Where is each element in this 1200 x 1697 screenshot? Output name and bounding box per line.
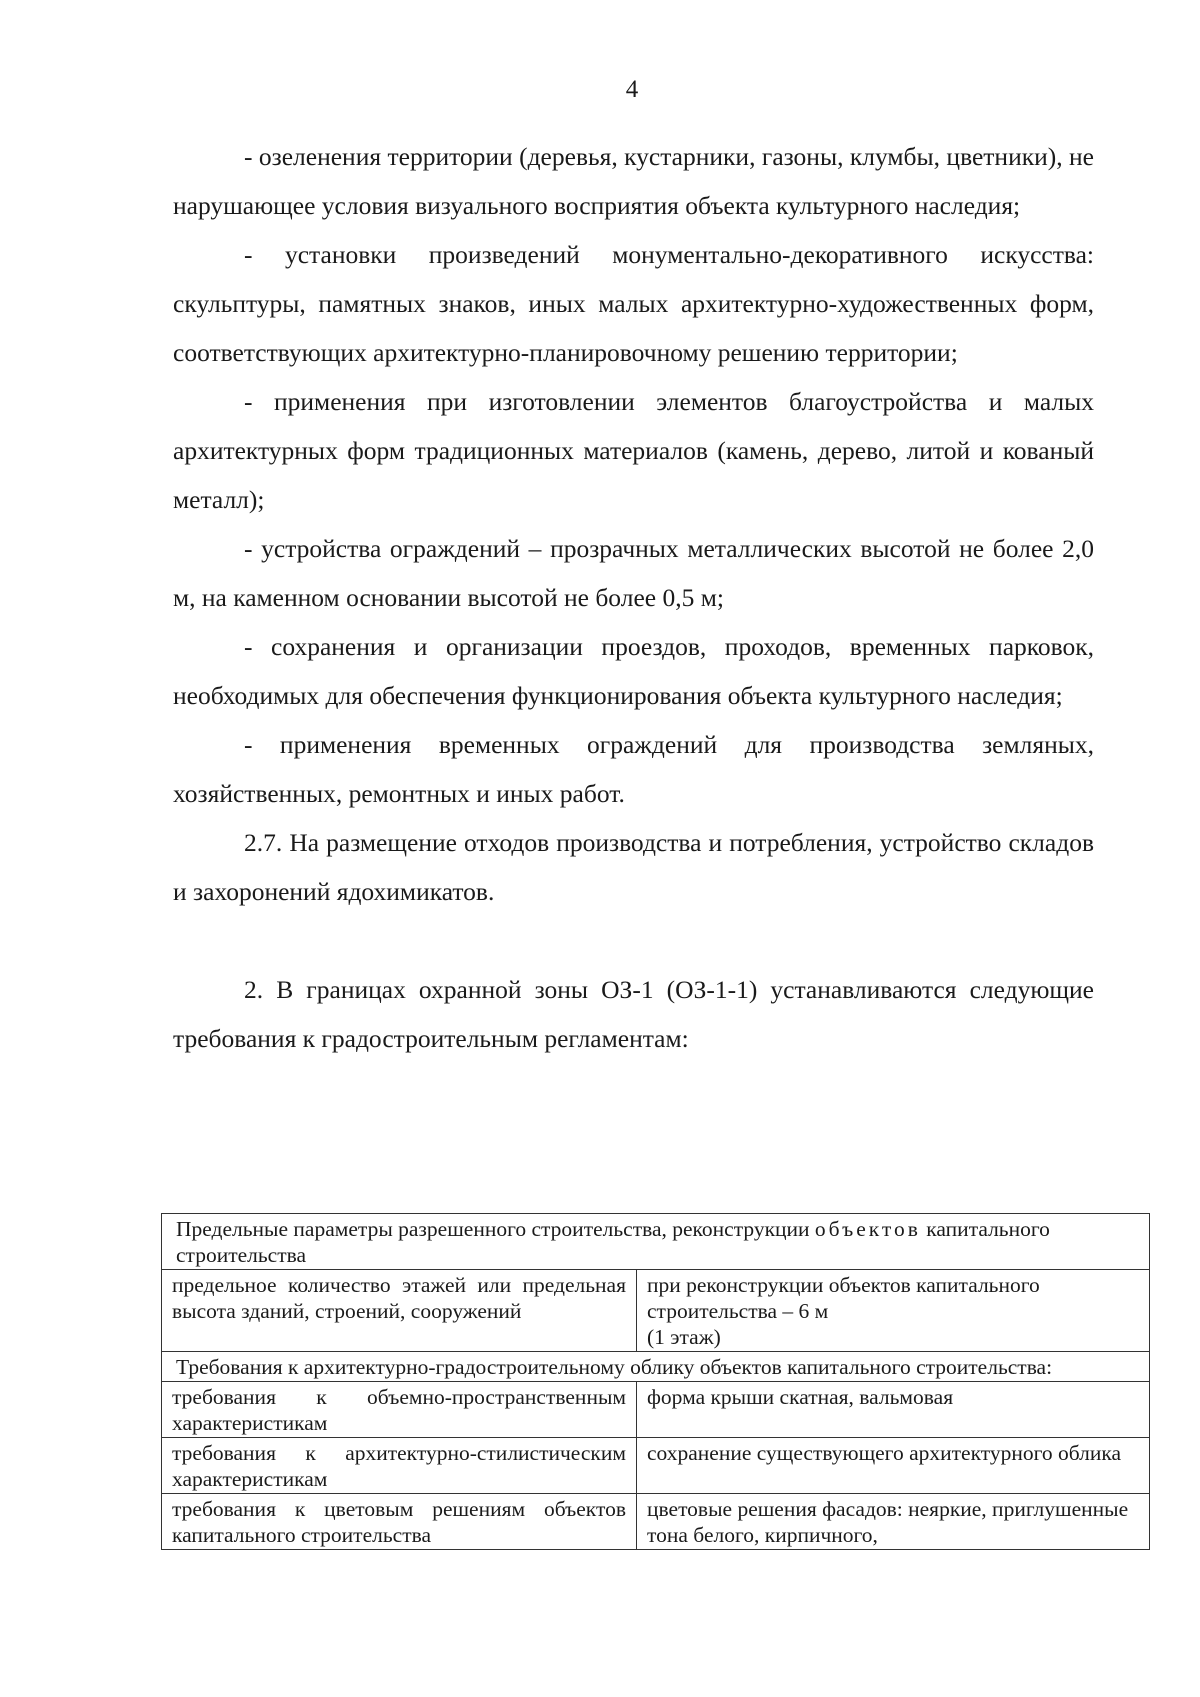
paragraph: - применения при изготовлении элементов благоустройства и малых архитектурных форм традиционных материалов (камень, дерево, литой и кованый металл); [173, 387, 1094, 514]
page-number: 4 [625, 76, 639, 103]
paragraph-zone-requirements: 2. В границах охранной зоны ОЗ-1 (ОЗ-1-1) устанавливаются следующие требования к градостроительным регламентам: [173, 975, 1094, 1053]
table-cell [162, 1214, 1150, 1270]
table-cell: сохранение существующего архитектурного облика [637, 1438, 1150, 1494]
section-header-text: капитального строительства [176, 1217, 1050, 1267]
table-cell: Требования к архитектурно-градостроительному облику объектов капитального строительства: [162, 1352, 1150, 1382]
cell-line: при реконструкции объектов капитального строительства – 6 м [647, 1273, 1040, 1323]
table-cell: цветовые решения фасадов: неяркие, приглушенные тона белого, кирпичного, [637, 1494, 1150, 1550]
paragraph: - устройства ограждений – прозрачных металлических высотой не более 2,0 м, на каменном основании высотой не более 0,5 м; [173, 534, 1094, 612]
paragraph: - установки произведений монументально-декоративного искусства: скульптуры, памятных знаков, иных малых архитектурно-художественных форм, соответствующих архитектурно-планировочному решению территории; [173, 240, 1094, 367]
regulations-table [161, 1213, 1150, 1550]
paragraph: - сохранения и организации проездов, проходов, временных парковок, необходимых для обеспечения функционирования объекта культурного наследия; [173, 632, 1094, 710]
section-header-spaced-text: объектов [814, 1217, 921, 1241]
table-row [162, 1494, 1150, 1550]
table-row [162, 1270, 1150, 1352]
table-row [162, 1382, 1150, 1438]
table-cell [637, 1270, 1150, 1352]
paragraph: - применения временных ограждений для производства земляных, хозяйственных, ремонтных и иных работ. [173, 730, 1094, 808]
paragraph: - озеленения территории (деревья, кустарники, газоны, клумбы, цветники), не нарушающее условия визуального восприятия объекта культурного наследия; [173, 142, 1094, 220]
table-cell: требования к цветовым решениям объектов капитального строительства [162, 1494, 637, 1550]
table-cell: предельное количество этажей или предельная высота зданий, строений, сооружений [162, 1270, 637, 1352]
table-row [162, 1438, 1150, 1494]
table-cell: требования к архитектурно-стилистическим характеристикам [162, 1438, 637, 1494]
table-cell: требования к объемно-пространственным характеристикам [162, 1382, 637, 1438]
cell-line: (1 этаж) [647, 1325, 721, 1349]
body-text [173, 132, 1094, 1063]
table-section-header [162, 1352, 1150, 1382]
table-cell: форма крыши скатная, вальмовая [637, 1382, 1150, 1438]
section-header-text: Предельные параметры разрешенного строительства, реконструкции [176, 1217, 815, 1241]
paragraph: 2.7. На размещение отходов производства и потребления, устройство складов и захоронений ядохимикатов. [173, 828, 1094, 906]
table-section-header [162, 1214, 1150, 1270]
